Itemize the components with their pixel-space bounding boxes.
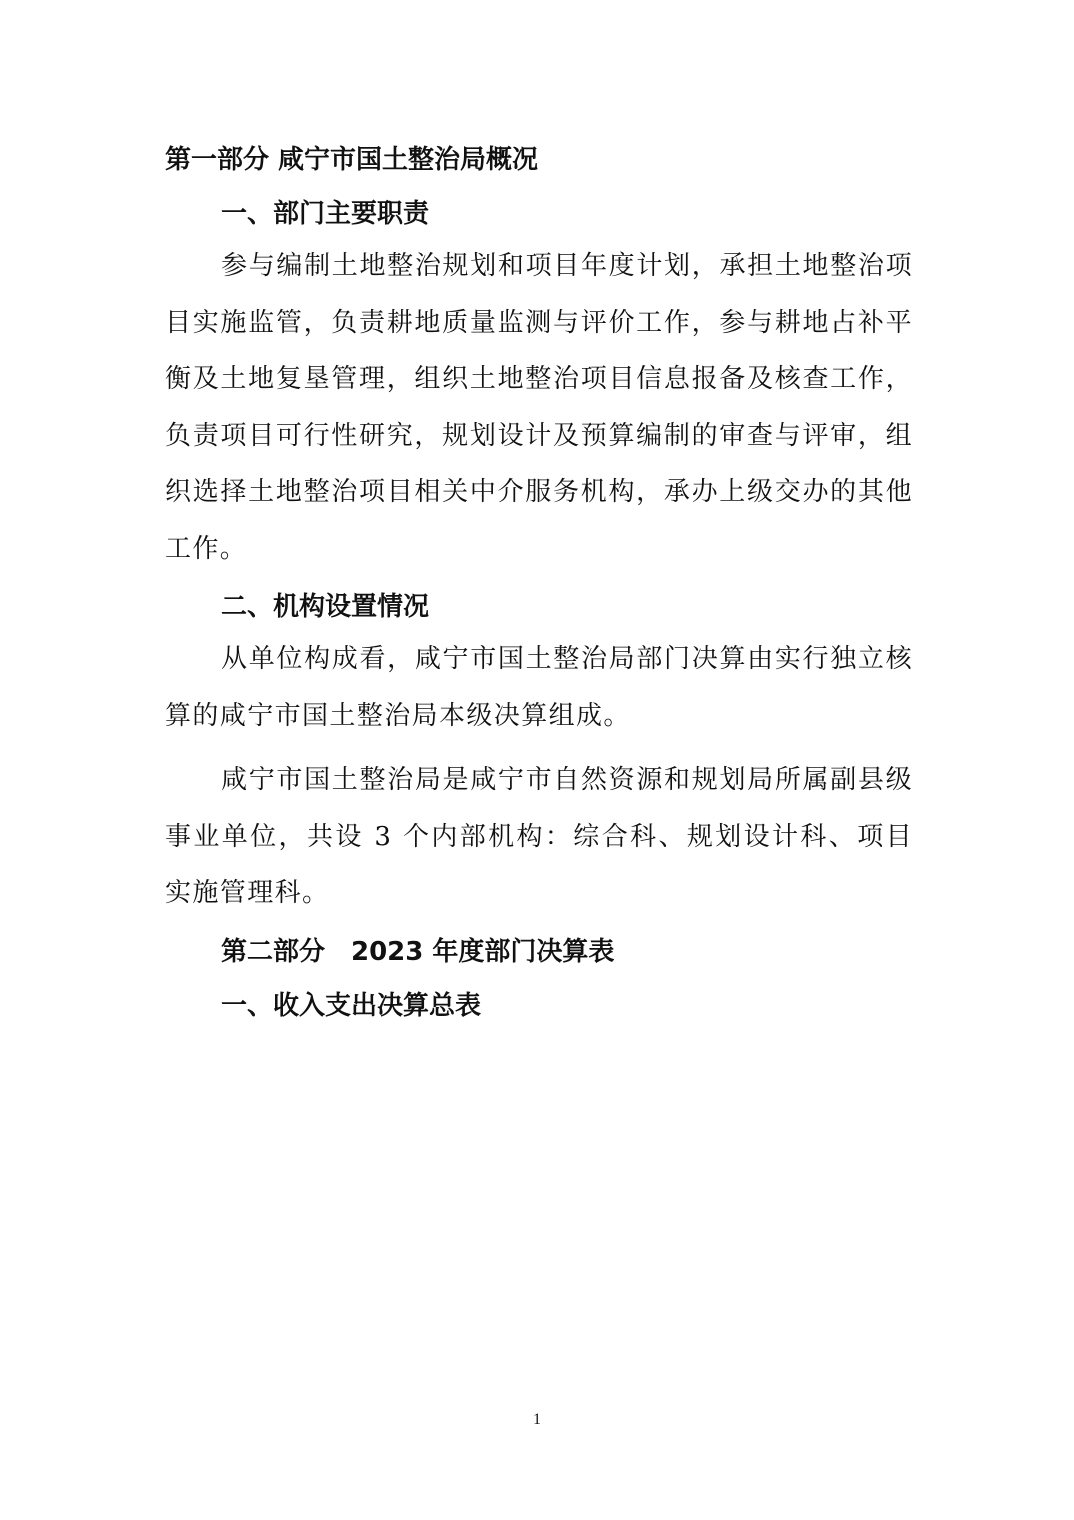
section2-paragraph-1: 从单位构成看，咸宁市国土整治局部门决算由实行独立核算的咸宁市国土整治局本级决算组成。 — [165, 644, 913, 731]
part2-section1-heading: 一、收入支出决算总表 — [221, 990, 482, 1021]
section2-heading: 二、机构设置情况 — [221, 592, 430, 622]
document-body — [165, 138, 913, 1030]
section1-paragraph: 参与编制土地整治规划和项目年度计划，承担土地整治项目实施监管，负责耕地质量监测与评价工作，参与耕地占补平衡及土地复垦管理，组织土地整治项目信息报备及核查工作，负责项目可行性研究，规划设计及预算编制的审查与评审，组织选择土地整治项目相关中介服务机构，承办上级交办的其他工作。 — [165, 251, 913, 564]
page-number: 1 — [533, 1411, 541, 1428]
section1-heading: 一、部门主要职责 — [221, 199, 430, 229]
part2-title: 第二部分 2023 年度部门决算表 — [221, 936, 615, 967]
part1-title: 第一部分 咸宁市国土整治局概况 — [165, 145, 539, 175]
section2-paragraph-2: 咸宁市国土整治局是咸宁市自然资源和规划局所属副县级事业单位，共设 3 个内部机构：综合科、规划设计科、项目实施管理科。 — [165, 765, 913, 908]
